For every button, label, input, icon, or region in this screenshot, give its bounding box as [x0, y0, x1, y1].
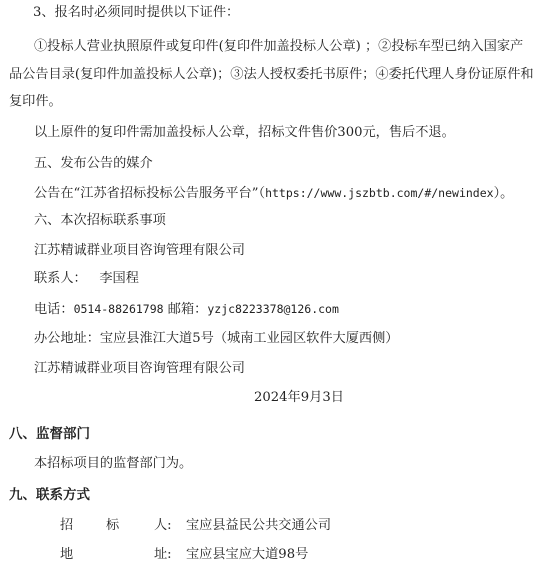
tenderee-label-char-3: 人:: [154, 518, 172, 533]
tenderee-address-value: 宝应县宝应大道98号: [186, 547, 309, 562]
address-label-char-1: 地: [60, 547, 74, 562]
section-6-heading: 六、本次招标联系事项: [34, 213, 166, 228]
media-prefix: 公告在“江苏省招标投标公告服务平台”（: [34, 186, 266, 201]
office-address: 办公地址：宝应县淮江大道5号（城南工业园区软件大厦西侧）: [34, 331, 399, 346]
tenderee-label-char-2: 标: [106, 518, 120, 533]
tenderee-label-char-1: 招: [60, 518, 74, 533]
phone-value: 0514-88261798: [73, 302, 164, 316]
publish-date: 2024年9月3日: [254, 390, 344, 405]
media-suffix: ）。: [493, 186, 514, 201]
email-value: yzjc8223378@126.com: [207, 302, 339, 316]
requirement-heading: 3、报名时必须同时提供以下证件：: [33, 5, 240, 20]
section-9-heading: 九、联系方式: [9, 487, 90, 503]
section-8-heading: 八、监督部门: [9, 426, 90, 442]
section-5-heading: 五、发布公告的媒介: [34, 156, 153, 171]
agency-name-2: 江苏精诚群业项目咨询管理有限公司: [34, 361, 245, 376]
phone-email-line: [34, 300, 339, 319]
media-line: [34, 184, 513, 203]
requirement-line-1: ①投标人营业执照原件或复印件(复印件加盖投标人公章) ；②投标车型已纳入国家产: [34, 39, 524, 54]
requirement-line-3: 复印件。: [9, 94, 62, 109]
agency-name-1: 江苏精诚群业项目咨询管理有限公司: [34, 243, 245, 258]
email-label: 邮箱：: [163, 302, 208, 317]
requirement-line-2: 品公告目录(复印件加盖投标人公章)；③法人授权委托书原件；④委托代理人身份证原件和: [9, 67, 534, 82]
fee-note: 以上原件的复印件需加盖投标人公章，招标文件售价300元，售后不退。: [34, 125, 455, 140]
address-label-char-2: 址:: [154, 547, 172, 562]
supervision-text: 本招标项目的监督部门为。: [34, 456, 193, 471]
tenderee-value: 宝应县益民公共交通公司: [186, 518, 332, 533]
contact-person: 联系人： 李国程: [34, 271, 139, 286]
media-url-link[interactable]: https://www.jszbtb.com/#/newindex: [265, 186, 494, 200]
phone-label: 电话：: [34, 302, 74, 317]
